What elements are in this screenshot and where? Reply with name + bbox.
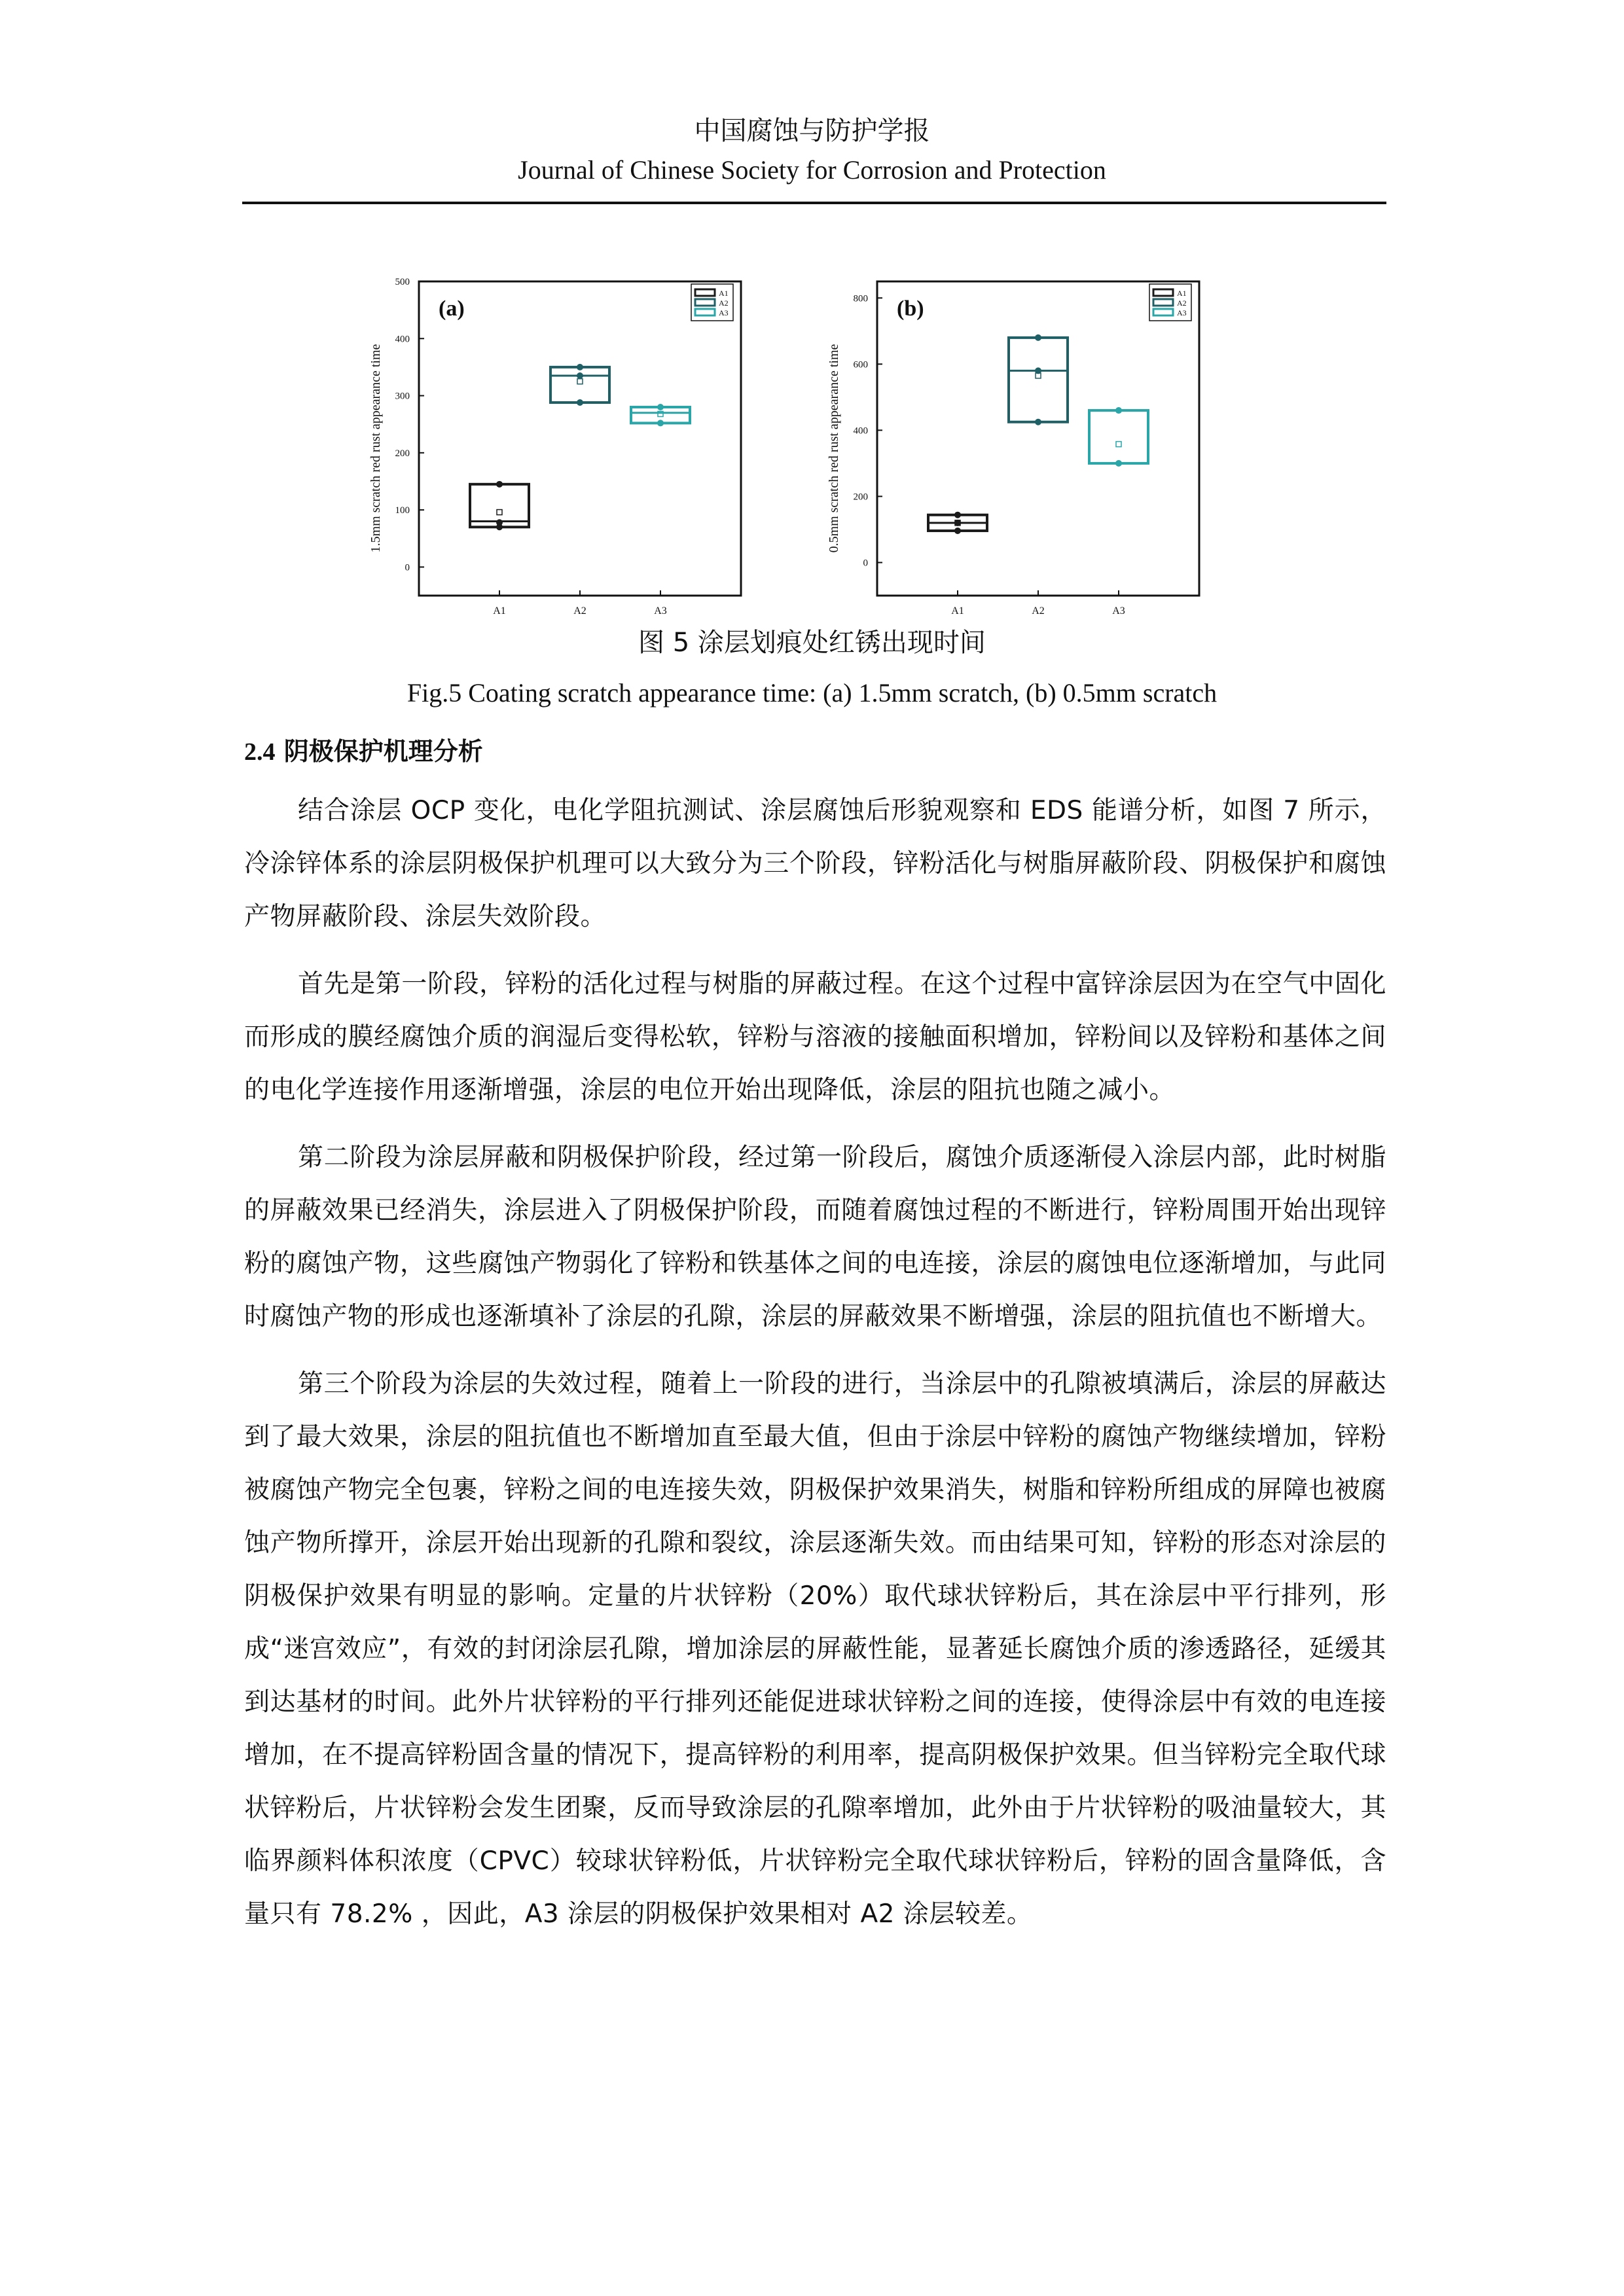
data-point xyxy=(657,420,664,426)
data-point xyxy=(577,372,583,379)
data-point xyxy=(657,404,664,410)
journal-header xyxy=(0,111,1624,190)
header-divider xyxy=(242,202,1386,204)
journal-title-cn: 中国腐蚀与防护学报 xyxy=(694,116,930,146)
paragraph: 首先是第一阶段，锌粉的活化过程与树脂的屏蔽过程。在这个过程中富锌涂层因为在空气中固化而形成的膜经腐蚀介质的润湿后变得松软，锌粉与溶液的接触面积增加，锌粉间以及锌粉和基体之间的电化学连接作用逐渐增强，涂层的电位开始出现降低，涂层的阻抗也随之减小。 xyxy=(244,969,1386,1105)
journal-title-en: Journal of Chinese Society for Corrosion and Protection xyxy=(518,155,1106,185)
y-tick-label: 0 xyxy=(405,562,410,573)
data-point xyxy=(1035,334,1041,341)
paragraph: 第三个阶段为涂层的失效过程，随着上一阶段的进行，当涂层中的孔隙被填满后，涂层的屏蔽达到了最大效果，涂层的阻抗值也不断增加直至最大值，但由于涂层中锌粉的腐蚀产物继续增加，锌粉被腐蚀产物完全包裹，锌粉之间的电连接失效，阴极保护效果消失，树脂和锌粉所组成的屏障也被腐蚀产物所撑开，涂层开始出现新的孔隙和裂纹，涂层逐渐失效。而由结果可知，锌粉的形态对涂层的阴极保护效果有明显的影响。定量的片状锌粉（20%）取代球状锌粉后，其在涂层中平行排列，形成“迷宫效应”，有效的封闭涂层孔隙，增加涂层的屏蔽性能，显著延长腐蚀介质的渗透路径，延缓其到达基材的时间。此外片状锌粉的平行排列还能促进球状锌粉之间的连接，使得涂层中有效的电连接增加，在不提高锌粉固含量的情况下，提高锌粉的利用率，提高阴极保护效果。但当锌粉完全取代球状锌粉后，片状锌粉会发生团聚，反而导致涂层的孔隙率增加，此外由于片状锌粉的吸油量较大，其临界颜料体积浓度（CPVC）较球状锌粉低，片状锌粉完全取代球状锌粉后，锌粉的固含量降低，含量只有 78.2% ，因此，A3 涂层的阴极保护效果相对 A2 涂层较差。 xyxy=(244,1369,1386,1929)
y-tick-label: 200 xyxy=(395,448,410,459)
legend-label: A1 xyxy=(719,289,729,298)
legend-label: A1 xyxy=(1177,289,1187,298)
mean-marker xyxy=(1116,442,1121,447)
x-tick-label: A1 xyxy=(493,605,506,617)
x-tick-label: A1 xyxy=(951,605,964,617)
box-A3 xyxy=(1089,410,1148,463)
x-tick-label: A3 xyxy=(1112,605,1125,617)
data-point xyxy=(496,519,503,526)
y-tick-label: 300 xyxy=(395,391,410,402)
figure-caption-cn: 图 5 涂层划痕处红锈出现时间 xyxy=(638,628,986,658)
paragraph: 第二阶段为涂层屏蔽和阴极保护阶段，经过第一阶段后，腐蚀介质逐渐侵入涂层内部，此时树脂的屏蔽效果已经消失，涂层进入了阴极保护阶段，而随着腐蚀过程的不断进行，锌粉周围开始出现锌粉的腐蚀产物，这些腐蚀产物弱化了锌粉和铁基体之间的电连接，涂层的腐蚀电位逐渐增加，与此同时腐蚀产物的形成也逐渐填补了涂层的孔隙，涂层的屏蔽效果不断增强，涂层的阻抗值也不断增大。 xyxy=(244,1143,1386,1331)
mean-marker xyxy=(577,379,583,384)
y-tick-label: 0 xyxy=(863,558,868,569)
data-point xyxy=(954,528,961,534)
data-point xyxy=(954,512,961,518)
data-point xyxy=(1115,460,1122,467)
data-point xyxy=(577,399,583,406)
y-tick-label: 800 xyxy=(853,293,868,304)
y-axis-label: 1.5mm scratch red rust appearance time xyxy=(369,344,383,553)
panel-label: (b) xyxy=(897,296,924,321)
mean-marker xyxy=(497,510,502,515)
chart-frame xyxy=(419,281,741,596)
body-text xyxy=(244,784,1386,1955)
figure-caption-en: Fig.5 Coating scratch appearance time: (a) 1.5mm scratch, (b) 0.5mm scratch xyxy=(406,678,1218,708)
figure-5 xyxy=(353,272,1283,617)
data-point xyxy=(1035,419,1041,425)
chart-frame xyxy=(877,281,1199,596)
y-tick-label: 100 xyxy=(395,505,410,516)
legend-label: A2 xyxy=(719,298,729,308)
section-heading xyxy=(244,731,483,767)
legend-label: A2 xyxy=(1177,298,1187,308)
panel-label: (a) xyxy=(439,296,465,321)
y-tick-label: 600 xyxy=(853,359,868,370)
data-point xyxy=(1115,407,1122,414)
y-tick-label: 500 xyxy=(395,277,410,287)
y-tick-label: 400 xyxy=(853,425,868,437)
box-A2 xyxy=(1009,338,1068,422)
figure-5-charts xyxy=(353,272,1283,617)
section-number: 2.4 xyxy=(244,738,276,766)
x-tick-label: A2 xyxy=(573,605,586,617)
y-tick-label: 400 xyxy=(395,334,410,345)
data-point xyxy=(496,481,503,488)
y-axis-label: 0.5mm scratch red rust appearance time xyxy=(827,344,841,553)
legend-label: A3 xyxy=(1177,308,1187,317)
legend-label: A3 xyxy=(719,308,729,317)
x-tick-label: A2 xyxy=(1032,605,1045,617)
section-title: 阴极保护机理分析 xyxy=(283,737,483,766)
paragraph: 结合涂层 OCP 变化，电化学阻抗测试、涂层腐蚀后形貌观察和 EDS 能谱分析，如图 7 所示，冷涂锌体系的涂层阴极保护机理可以大致分为三个阶段，锌粉活化与树脂屏蔽阶段、阴极保护和腐蚀产物屏蔽阶段、涂层失效阶段。 xyxy=(244,796,1386,931)
x-tick-label: A3 xyxy=(654,605,667,617)
y-tick-label: 200 xyxy=(853,492,868,503)
data-point xyxy=(577,364,583,370)
